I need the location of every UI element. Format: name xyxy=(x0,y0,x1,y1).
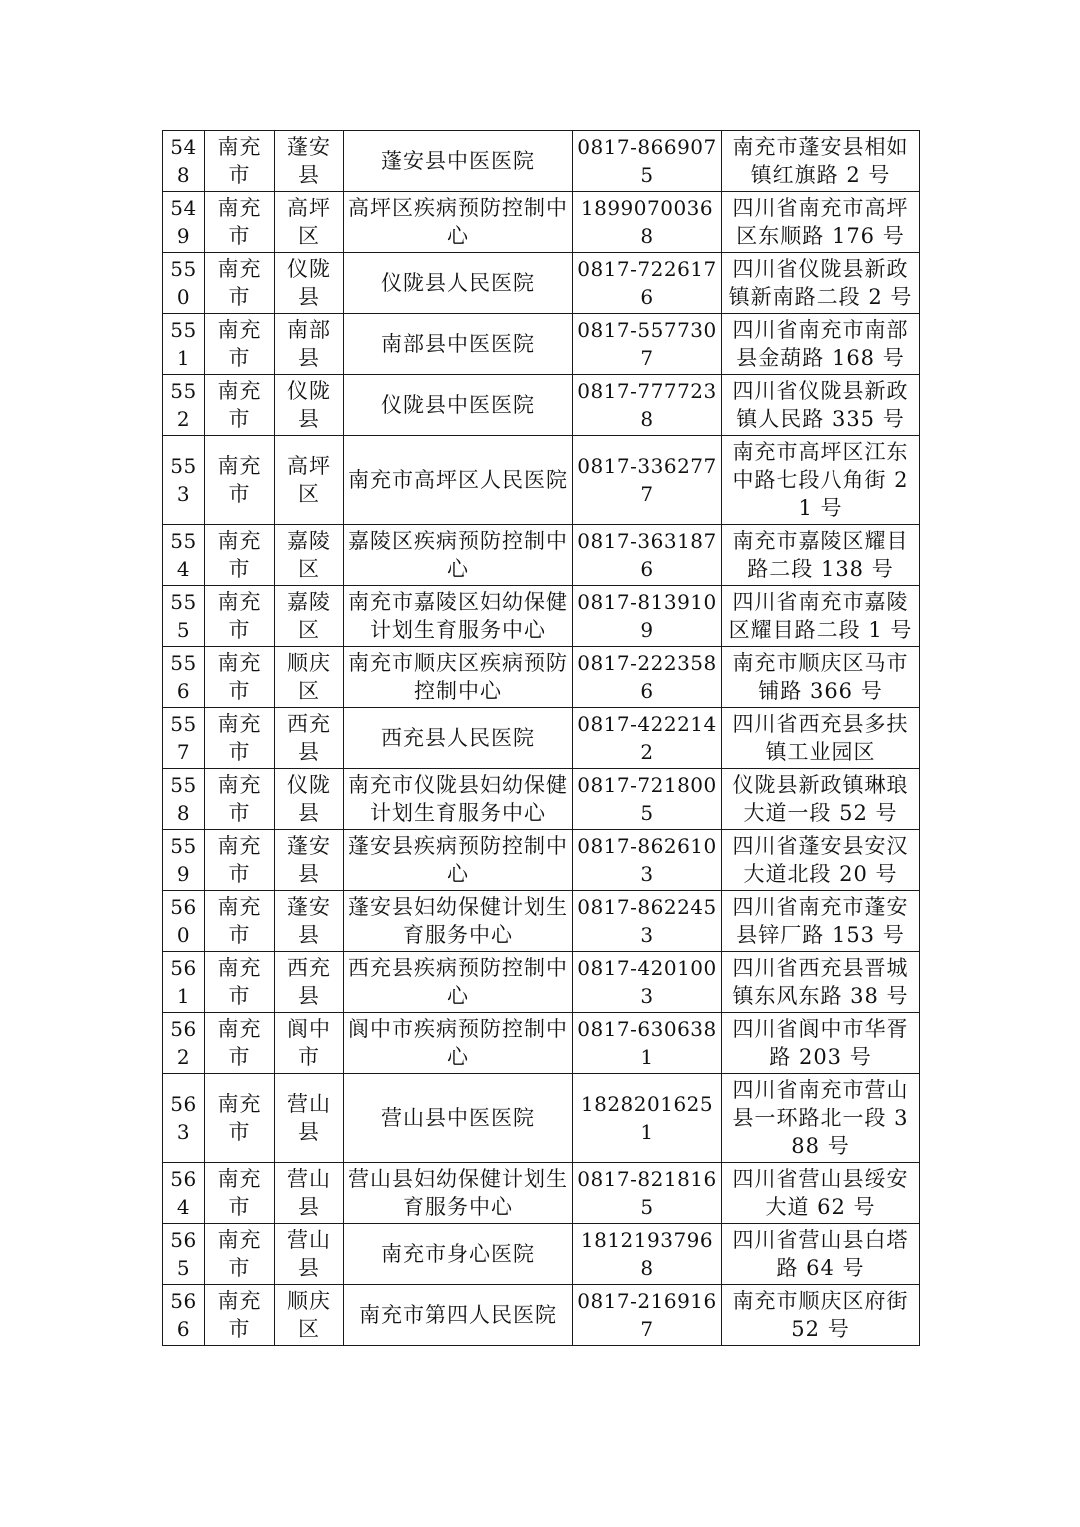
district-cell: 仪陇县 xyxy=(275,253,344,314)
row-number: 566 xyxy=(163,1285,205,1346)
address-cell: 南充市嘉陵区耀目路二段 138 号 xyxy=(722,525,920,586)
city-cell: 南充市 xyxy=(205,375,275,436)
city-cell: 南充市 xyxy=(205,1163,275,1224)
table-row xyxy=(163,436,920,525)
address-cell: 四川省南充市南部县金葫路 168 号 xyxy=(722,314,920,375)
district-cell: 蓬安县 xyxy=(275,830,344,891)
city-cell: 南充市 xyxy=(205,708,275,769)
district-cell: 南部县 xyxy=(275,314,344,375)
phone-cell: 18121937968 xyxy=(573,1224,722,1285)
phone-cell: 0817-5577307 xyxy=(573,314,722,375)
row-number: 557 xyxy=(163,708,205,769)
row-number: 561 xyxy=(163,952,205,1013)
address-cell: 南充市高坪区江东中路七段八角街 21 号 xyxy=(722,436,920,525)
institution-table xyxy=(162,130,920,1346)
table-row xyxy=(163,708,920,769)
city-cell: 南充市 xyxy=(205,1224,275,1285)
city-cell: 南充市 xyxy=(205,1013,275,1074)
institution-name-cell: 南充市顺庆区疾病预防控制中心 xyxy=(344,647,573,708)
table-row xyxy=(163,891,920,952)
district-cell: 嘉陵区 xyxy=(275,586,344,647)
address-cell: 四川省南充市蓬安县锌厂路 153 号 xyxy=(722,891,920,952)
district-cell: 营山县 xyxy=(275,1163,344,1224)
address-cell: 四川省南充市嘉陵区耀目路二段 1 号 xyxy=(722,586,920,647)
phone-cell: 0817-8218165 xyxy=(573,1163,722,1224)
address-cell: 仪陇县新政镇琳琅大道一段 52 号 xyxy=(722,769,920,830)
district-cell: 嘉陵区 xyxy=(275,525,344,586)
phone-cell: 0817-2169167 xyxy=(573,1285,722,1346)
address-cell: 四川省蓬安县安汉大道北段 20 号 xyxy=(722,830,920,891)
district-cell: 仪陇县 xyxy=(275,375,344,436)
table-row xyxy=(163,830,920,891)
table-row xyxy=(163,1074,920,1163)
institution-name-cell: 阆中市疾病预防控制中心 xyxy=(344,1013,573,1074)
district-cell: 营山县 xyxy=(275,1224,344,1285)
address-cell: 四川省仪陇县新政镇新南路二段 2 号 xyxy=(722,253,920,314)
address-cell: 四川省阆中市华胥路 203 号 xyxy=(722,1013,920,1074)
city-cell: 南充市 xyxy=(205,830,275,891)
phone-cell: 0817-8669075 xyxy=(573,131,722,192)
city-cell: 南充市 xyxy=(205,586,275,647)
institution-name-cell: 南充市仪陇县妇幼保健计划生育服务中心 xyxy=(344,769,573,830)
city-cell: 南充市 xyxy=(205,525,275,586)
table-row xyxy=(163,1224,920,1285)
phone-cell: 0817-7777238 xyxy=(573,375,722,436)
phone-cell: 0817-2223586 xyxy=(573,647,722,708)
city-cell: 南充市 xyxy=(205,314,275,375)
row-number: 560 xyxy=(163,891,205,952)
table-body xyxy=(163,131,920,1346)
row-number: 563 xyxy=(163,1074,205,1163)
phone-cell: 0817-8139109 xyxy=(573,586,722,647)
row-number: 553 xyxy=(163,436,205,525)
institution-name-cell: 西充县疾病预防控制中心 xyxy=(344,952,573,1013)
row-number: 549 xyxy=(163,192,205,253)
phone-cell: 0817-4222142 xyxy=(573,708,722,769)
address-cell: 四川省营山县绥安大道 62 号 xyxy=(722,1163,920,1224)
city-cell: 南充市 xyxy=(205,647,275,708)
address-cell: 四川省南充市高坪区东顺路 176 号 xyxy=(722,192,920,253)
district-cell: 蓬安县 xyxy=(275,131,344,192)
district-cell: 顺庆区 xyxy=(275,1285,344,1346)
city-cell: 南充市 xyxy=(205,436,275,525)
institution-name-cell: 仪陇县中医医院 xyxy=(344,375,573,436)
row-number: 562 xyxy=(163,1013,205,1074)
phone-cell: 0817-4201003 xyxy=(573,952,722,1013)
table-row xyxy=(163,1163,920,1224)
city-cell: 南充市 xyxy=(205,1074,275,1163)
row-number: 564 xyxy=(163,1163,205,1224)
table-row xyxy=(163,314,920,375)
city-cell: 南充市 xyxy=(205,891,275,952)
institution-name-cell: 蓬安县妇幼保健计划生育服务中心 xyxy=(344,891,573,952)
row-number: 548 xyxy=(163,131,205,192)
table-row xyxy=(163,1285,920,1346)
district-cell: 阆中市 xyxy=(275,1013,344,1074)
phone-cell: 0817-8626103 xyxy=(573,830,722,891)
address-cell: 四川省营山县白塔路 64 号 xyxy=(722,1224,920,1285)
table-row xyxy=(163,192,920,253)
district-cell: 高坪区 xyxy=(275,436,344,525)
district-cell: 仪陇县 xyxy=(275,769,344,830)
table-row xyxy=(163,131,920,192)
institution-name-cell: 南部县中医医院 xyxy=(344,314,573,375)
address-cell: 南充市顺庆区马市铺路 366 号 xyxy=(722,647,920,708)
phone-cell: 0817-3631876 xyxy=(573,525,722,586)
district-cell: 营山县 xyxy=(275,1074,344,1163)
district-cell: 高坪区 xyxy=(275,192,344,253)
institution-name-cell: 南充市高坪区人民医院 xyxy=(344,436,573,525)
institution-name-cell: 营山县中医医院 xyxy=(344,1074,573,1163)
city-cell: 南充市 xyxy=(205,131,275,192)
phone-cell: 0817-7218005 xyxy=(573,769,722,830)
row-number: 554 xyxy=(163,525,205,586)
table-row xyxy=(163,253,920,314)
phone-cell: 0817-8622453 xyxy=(573,891,722,952)
row-number: 559 xyxy=(163,830,205,891)
phone-cell: 0817-7226176 xyxy=(573,253,722,314)
address-cell: 四川省西充县晋城镇东风东路 38 号 xyxy=(722,952,920,1013)
institution-name-cell: 西充县人民医院 xyxy=(344,708,573,769)
table-row xyxy=(163,375,920,436)
row-number: 558 xyxy=(163,769,205,830)
address-cell: 四川省仪陇县新政镇人民路 335 号 xyxy=(722,375,920,436)
address-cell: 南充市顺庆区府街 52 号 xyxy=(722,1285,920,1346)
address-cell: 四川省南充市营山县一环路北一段 388 号 xyxy=(722,1074,920,1163)
table-row xyxy=(163,952,920,1013)
institution-name-cell: 嘉陵区疾病预防控制中心 xyxy=(344,525,573,586)
city-cell: 南充市 xyxy=(205,952,275,1013)
row-number: 551 xyxy=(163,314,205,375)
phone-cell: 18282016251 xyxy=(573,1074,722,1163)
table-row xyxy=(163,1013,920,1074)
address-cell: 四川省西充县多扶镇工业园区 xyxy=(722,708,920,769)
city-cell: 南充市 xyxy=(205,253,275,314)
table-row xyxy=(163,769,920,830)
institution-name-cell: 南充市嘉陵区妇幼保健计划生育服务中心 xyxy=(344,586,573,647)
district-cell: 顺庆区 xyxy=(275,647,344,708)
city-cell: 南充市 xyxy=(205,192,275,253)
table-row xyxy=(163,525,920,586)
address-cell: 南充市蓬安县相如镇红旗路 2 号 xyxy=(722,131,920,192)
table-row xyxy=(163,586,920,647)
row-number: 552 xyxy=(163,375,205,436)
city-cell: 南充市 xyxy=(205,769,275,830)
district-cell: 西充县 xyxy=(275,708,344,769)
institution-name-cell: 南充市第四人民医院 xyxy=(344,1285,573,1346)
phone-cell: 18990700368 xyxy=(573,192,722,253)
institution-name-cell: 蓬安县疾病预防控制中心 xyxy=(344,830,573,891)
institution-name-cell: 营山县妇幼保健计划生育服务中心 xyxy=(344,1163,573,1224)
phone-cell: 0817-6306381 xyxy=(573,1013,722,1074)
institution-name-cell: 高坪区疾病预防控制中心 xyxy=(344,192,573,253)
city-cell: 南充市 xyxy=(205,1285,275,1346)
row-number: 550 xyxy=(163,253,205,314)
institution-name-cell: 南充市身心医院 xyxy=(344,1224,573,1285)
district-cell: 西充县 xyxy=(275,952,344,1013)
row-number: 565 xyxy=(163,1224,205,1285)
institution-name-cell: 蓬安县中医医院 xyxy=(344,131,573,192)
row-number: 555 xyxy=(163,586,205,647)
table-row xyxy=(163,647,920,708)
phone-cell: 0817-3362777 xyxy=(573,436,722,525)
row-number: 556 xyxy=(163,647,205,708)
district-cell: 蓬安县 xyxy=(275,891,344,952)
institution-name-cell: 仪陇县人民医院 xyxy=(344,253,573,314)
